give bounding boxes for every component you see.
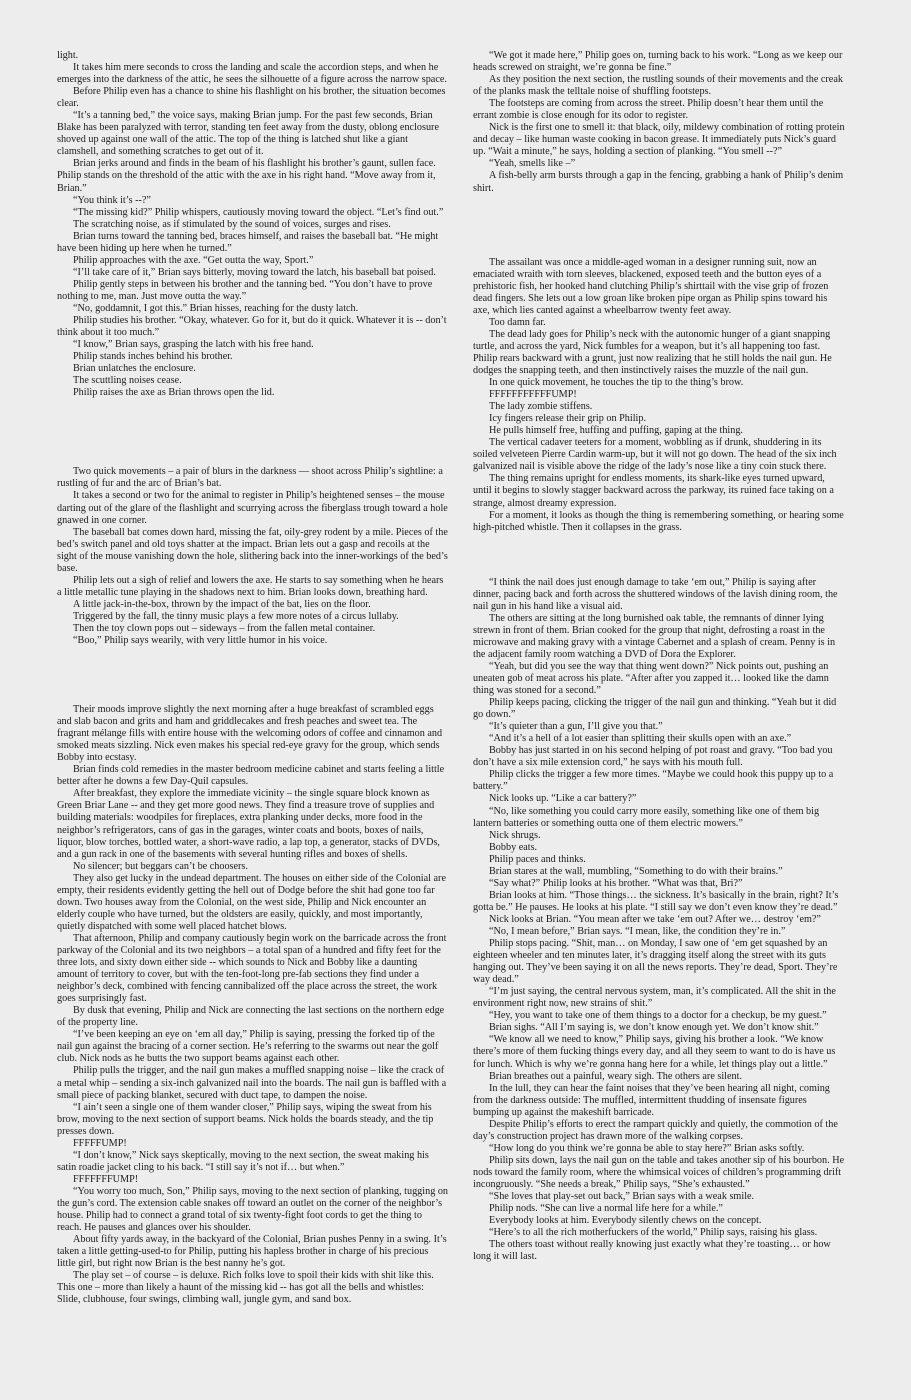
- paragraph: Icy fingers release their grip on Philip.: [489, 413, 647, 425]
- paragraph: The scratching noise, as if stimulated by the sound of voices, surges and rises.: [73, 218, 391, 230]
- paragraph: Philip paces and thinks.: [489, 853, 586, 865]
- paragraph: About fifty yards away, in the backyard of the Colonial, Brian pushes Penny in a swing. It’s taken a little getting-used-to for Philip, putting his hapless brother in charge of his precious little girl, but right now Brian is the best nanny he’s got.: [57, 1234, 447, 1270]
- paragraph: The thing remains upright for endless moments, its shark-like eyes turned upward, until it begins to slowly stagger backward across the parkway, its ruined face taking on a strange, almost dreamy expression.: [473, 473, 834, 509]
- paragraph: “I’ve been keeping an eye on ‘em all day,” Philip is saying, pressing the forked tip of the nail gun against the bracing of a corner section. He’s referring to the swarms out near the golf club. Nick nods as he butts the two support beams against each other.: [57, 1029, 439, 1065]
- paragraph: Nick is the first one to smell it: that black, oily, mildewy combination of rotting protein and decay – like human waste cooking in bacon grease. It immediately puts Nick’s guard up. “Wait a minute,” he says, holding a section of planking. “You smell --?”: [473, 122, 845, 158]
- paragraph: “Yeah, but did you see the way that thing went down?” Nick points out, pushing an uneaten gob of meat across his plate. “After after you zapped it… looked like the damn thing was stoned for a second.”: [473, 660, 829, 697]
- paragraph: “No, like something you could carry more easily, something like one of them big lantern batteries or something outta one of them electric mowers.”: [473, 805, 820, 829]
- paragraph: The assailant was once a middle-aged woman in a designer running suit, now an emaciated wraith with torn sleeves, blackened, exposed teeth and the button eyes of a prehistoric fish, her hooked hand clutching Philip’s shirttail with the vise grip of frozen dead fingers. She lets out a low groan like broken pipe organ as Philip spins toward his axe, which lies canted against a wheelbarrow twenty feet away.: [473, 256, 829, 316]
- paragraph: Philip approaches with the axe. “Get outta the way, Sport.”: [73, 254, 314, 266]
- paragraph: Philip keeps pacing, clicking the trigger of the nail gun and thinking. “Yeah but it did go down.”: [473, 697, 837, 721]
- paragraph: Philip pulls the trigger, and the nail gun makes a muffled snapping noise – like the crack of a metal whip – sending a six-inch galvanized nail into the boards. The nail gun is baffled with a small piece of packing blanket, secured with duct tape, to dampen the noise.: [57, 1065, 447, 1101]
- paragraph: “No, I mean before,” Brian says. “I mean, like, the condition they’re in.”: [489, 926, 786, 937]
- paragraph: The vertical cadaver teeters for a moment, wobbling as if drunk, shuddering in its soiled velveteen Pierre Cardin warm-up, but it will not go down. The head of the six inch galvanized nail is visible above the ridge of the lady’s nose like a tiny coin stuck there.: [473, 437, 837, 473]
- paragraph: Brian turns toward the tanning bed, braces himself, and raises the baseball bat. “He might have been hiding up here when he turned.”: [57, 230, 439, 254]
- left-column: [57, 50, 449, 1306]
- paragraph: Too damn far.: [489, 316, 546, 328]
- paragraph: Philip raises the axe as Brian throws open the lid.: [73, 387, 275, 399]
- paragraph: “Yeah, smells like –”: [489, 158, 576, 170]
- paragraph: “No, goddamnit, I got this.” Brian hisses, reaching for the dusty latch.: [73, 302, 359, 314]
- paragraph: The others toast without really knowing just exactly what they’re toasting… or how long it will last.: [473, 1239, 831, 1263]
- paragraph: No silencer; but beggars can’t be choosers.: [73, 860, 248, 872]
- paragraph: “She loves that play-set out back,” Brian says with a weak smile.: [489, 1191, 755, 1203]
- paragraph: Brian breathes out a painful, weary sigh. The others are silent.: [489, 1070, 743, 1082]
- paragraph: Nick looks up. “Like a car battery?”: [489, 793, 637, 805]
- right-section-1: [473, 50, 845, 195]
- paragraph: He pulls himself free, huffing and puffing, gaping at the thing.: [489, 425, 743, 437]
- paragraph: “We know all we need to know,” Philip says, giving his brother a look. “We know there’s more of them fucking things every day, and all they seem to want to do is have us for lunch. Which is why we’re gonna hang here for a while, let things play out a little.”: [473, 1034, 836, 1070]
- paragraph: After breakfast, they explore the immediate vicinity – the single square block known as Green Briar Lane -- and they get more good news. They find a treasure trove of supplies and building materials: woodpiles for fireplaces, extra planking under decks, more food in the neighbor’s refrigerators, cans of gas in the garages, winter coats and boots, boxes of nails, liquor, blow torches, bottled water, a short-wave radio, a lap top, a generator, stacks of DVDs, and a gun rack in one of the basements with several hunting rifles and boxes of shells.: [57, 788, 440, 860]
- right-section-3: [473, 577, 845, 1264]
- right-column: [473, 50, 845, 1263]
- paragraph: FFFFFFFFFFFUMP!: [489, 389, 577, 401]
- paragraph: “Boo,” Philip says wearily, with very little humor in his voice.: [73, 635, 328, 647]
- paragraph: “You worry too much, Son,” Philip says, moving to the next section of planking, tugging on the gun’s cord. The extension cable snakes off toward an outlet on the corner of the neighbor’s house. Philip had to connect a grand total of six twenty-fight foot cords to get the thing to reach. He pauses and glances over his shoulder.: [57, 1185, 449, 1234]
- paragraph: Brian looks at him. “Those things… the sickness. It’s basically in the brain, right? It’s gotta be.” He pauses. He looks at his plate. “I still say we don’t even know they’re dead.”: [473, 889, 839, 913]
- paragraph: For a moment, it looks as though the thing is remembering something, or hearing some high-pitched whistle. Then it collapses in the grass.: [473, 509, 844, 533]
- paragraph: Then the toy clown pops out – sideways – from the fallen metal container.: [73, 622, 376, 634]
- paragraph: It takes a second or two for the animal to register in Philip’s heightened senses – the mouse darting out of the glare of the flashlight and scurrying across the fiberglass trough toward a hole gnawed in one corner.: [57, 490, 448, 526]
- paragraph: light.: [57, 50, 79, 61]
- paragraph: “I’m just saying, the central nervous system, man, it’s complicated. All the shit in the environment right now, new strains of shit.”: [473, 986, 836, 1010]
- paragraph: Brian stares at the wall, mumbling, “Something to do with their brains.”: [489, 865, 783, 877]
- paragraph: “We got it made here,” Philip goes on, turning back to his work. “Long as we keep our heads screwed on straight, we’re gonna be fine.”: [473, 50, 843, 74]
- paragraph: “I think the nail does just enough damage to take ‘em out,” Philip is saying after dinner, pacing back and forth across the shuttered windows of the lavish dining room, the nail gun in his hand like a visual aid.: [473, 576, 838, 612]
- paragraph: “The missing kid?” Philip whispers, cautiously moving toward the object. “Let’s find out.”: [73, 206, 444, 218]
- paragraph: Philip sits down, lays the nail gun on the table and takes another sip of his bourbon. He nods toward the family room, where the whimsical voices of children’s programming drift incongruously. “She needs a break,” Philip says, “She’s exhausted.”: [473, 1154, 845, 1190]
- paragraph: Triggered by the fall, the tinny music plays a few more notes of a circus lullaby.: [73, 610, 399, 622]
- section-break: [57, 399, 449, 466]
- paragraph: Philip stops pacing. “Shit, man… on Monday, I saw one of ‘em get squashed by an eighteen wheeler and ten minutes later, it’s dragging itself along the street with its guts hanging out. They’ve been saying it on all the news reports. They’re dead, Sport. They’re way dead.”: [473, 938, 838, 986]
- paragraph: Philip nods. “She can live a normal life here for a while.”: [489, 1203, 723, 1215]
- left-section-2: [57, 466, 449, 647]
- right-section-2: [473, 257, 845, 534]
- paragraph: “Here’s to all the rich motherfuckers of the world,” Philip says, raising his glass.: [489, 1227, 818, 1239]
- paragraph: Despite Philip’s efforts to erect the rampart quickly and quietly, the commotion of the day’s construction project has drawn more of the walking corpses.: [473, 1118, 838, 1142]
- paragraph: FFFFFFFUMP!: [73, 1173, 139, 1185]
- paragraph: The scuttling noises cease.: [73, 375, 182, 387]
- paragraph: Philip stands inches behind his brother.: [73, 351, 233, 363]
- paragraph: Philip gently steps in between his brother and the tanning bed. “You don’t have to prove nothing to me, man. Just move outta the way.”: [57, 278, 433, 302]
- paragraph: “And it’s a hell of a lot easier than splitting their skulls open with an axe.”: [489, 733, 792, 745]
- paragraph: FFFFFUMP!: [73, 1137, 127, 1149]
- paragraph: By dusk that evening, Philip and Nick are connecting the last sections on the northern edge of the property line.: [57, 1005, 445, 1029]
- paragraph: Their moods improve slightly the next morning after a huge breakfast of scrambled eggs and slab bacon and grits and ham and griddlecakes and fresh peaches and sweet tea. The fragrant mélange fills with entire house with the welcoming odors of coffee and cinnamon and smoked meats sizzling. Nick even makes his special red-eye gravy for the group, which sends Bobby into ecstasy.: [57, 704, 443, 764]
- paragraph: Brian finds cold remedies in the master bedroom medicine cabinet and starts feeling a little better after he downs a few Day-Quil capsules.: [57, 764, 445, 788]
- paragraph: “It’s a tanning bed,” the voice says, making Brian jump. For the past few seconds, Brian Blake has been paralyzed with terror, standing ten feet away from the dusty, oblong enclosure shoved up against one wall of the attic. The top of the thing is latched shut like a giant clamshell, and something scratches to get out of it.: [57, 110, 439, 158]
- section-break: [473, 534, 845, 577]
- left-section-3: [57, 704, 449, 1306]
- paragraph: A fish-belly arm bursts through a gap in the fencing, grabbing a hank of Philip’s denim shirt.: [473, 170, 844, 194]
- paragraph: Philip studies his brother. “Okay, whatever. Go for it, but do it quick. Whatever it is -- don’t think about it too much.”: [57, 315, 447, 339]
- paragraph: “I ain’t seen a single one of them wander closer,” Philip says, wiping the sweat from his brow, moving to the next section of support beams. Nick holds the boards steady, and the tip presses down.: [57, 1101, 434, 1137]
- paragraph: The play set – of course – is deluxe. Rich folks love to spoil their kids with shit like this. This one – more than likely a haunt of the missing kid -- has got all the bells and whistles: Slide, clubhouse, four swings, climbing wall, jungle gym, and sand box.: [57, 1270, 434, 1306]
- section-break: [57, 647, 449, 704]
- paragraph: That afternoon, Philip and company cautiously begin work on the barricade across the front parkway of the Colonial and its two neighbors – a total span of a hundred and fifty feet for the three lots, and sixty down either side -- which sounds to Nick and Bobby like a daunting amount of territory to cover, but with the ten-foot-long pre-fab sections they find under a neighbor’s deck, combined with fencing cannibalized off the place across the street, the work goes surprisingly fast.: [57, 932, 447, 1005]
- paragraph: “How long do you think we’re gonna be able to stay here?” Brian asks softly.: [489, 1142, 805, 1154]
- paragraph: Nick shrugs.: [489, 829, 541, 841]
- paragraph: “It’s quieter than a gun, I’ll give you that.”: [489, 721, 663, 733]
- paragraph: “I don’t know,” Nick says skeptically, moving to the next section, the sweat making his satin roadie jacket cling to his back. “I still say it’s not if… but when.”: [57, 1149, 429, 1173]
- paragraph: Everybody looks at him. Everybody silently chews on the concept.: [489, 1215, 762, 1227]
- paragraph: They also get lucky in the undead department. The houses on either side of the Colonial are empty, their residents evidently getting the hell out of Dodge before the shit had gone too far down. Two houses away from the Colonial, on the west side, Philip and Nick encounter an elderly couple who have turned, but the oldsters are easily, quickly, and most importantly, quietly dispatched with some well placed hatchet blows.: [57, 872, 446, 932]
- paragraph: Bobby eats.: [489, 841, 538, 853]
- paragraph: “Hey, you want to take one of them things to a doctor for a checkup, be my guest.”: [489, 1010, 827, 1022]
- paragraph: The dead lady goes for Philip’s neck with the autonomic hunger of a giant snapping turtle, and across the yard, Nick fumbles for a weapon, but it’s all happening too fast. Philip rears backward with a grunt, just now realizing that he still holds the nail gun. He dodges the snapping teeth, and then instinctively raises the muzzle of the nail gun.: [473, 328, 832, 376]
- paragraph: A little jack-in-the-box, thrown by the impact of the bat, lies on the floor.: [73, 598, 371, 610]
- paragraph: “You think it’s --?”: [73, 194, 151, 206]
- paragraph: Before Philip even has a chance to shine his flashlight on his brother, the situation becomes clear.: [57, 86, 446, 110]
- paragraph: Brian unlatches the enclosure.: [73, 363, 196, 375]
- paragraph: Philip lets out a sigh of relief and lowers the axe. He starts to say something when he hears a little metallic tune playing in the shadows next to him. Brian looks down, breathing hard.: [57, 574, 444, 598]
- paragraph: “Say what?” Philip looks at his brother. “What was that, Bri?”: [489, 877, 743, 889]
- paragraph: Nick looks at Brian. “You mean after we take ‘em out? After we… destroy ‘em?”: [489, 913, 821, 925]
- paragraph: It takes him mere seconds to cross the landing and scale the accordion steps, and when he emerges into the darkness of the attic, he sees the silhouette of a figure across the narrow space.: [57, 62, 447, 86]
- paragraph: “I know,” Brian says, grasping the latch with his free hand.: [73, 339, 314, 351]
- paragraph: As they position the next section, the rustling sounds of their movements and the creak of the planks mask the telltale noise of shuffling footsteps.: [473, 74, 843, 98]
- paragraph: Philip clicks the trigger a few more times. “Maybe we could hook this puppy up to a battery.”: [473, 769, 834, 793]
- paragraph: The footsteps are coming from across the street. Philip doesn’t hear them until the errant zombie is close enough for its odor to register.: [473, 98, 824, 122]
- paragraph: Brian sighs. “All I’m saying is, we don’t know enough yet. We don’t know shit.”: [489, 1022, 819, 1034]
- paragraph: In the lull, they can hear the faint noises that they’ve been hearing all night, coming from the darkness outside: The muffled, intermittent thudding of insensate figures bumping up against the makeshift barricade.: [473, 1082, 830, 1118]
- section-break: [473, 195, 845, 257]
- paragraph: Bobby has just started in on his second helping of pot roast and gravy. “Too bad you don’t have a six mile extension cord,” he says with his mouth full.: [473, 745, 833, 769]
- paragraph: “I’ll take care of it,” Brian says bitterly, moving toward the latch, his baseball bat poised.: [73, 266, 436, 278]
- paragraph: Brian jerks around and finds in the beam of his flashlight his brother’s gaunt, sullen face. Philip stands on the threshold of the attic with the axe in his right hand. “Move away from it, Brian.”: [57, 158, 436, 194]
- left-section-1: [57, 50, 449, 399]
- paragraph: The baseball bat comes down hard, missing the fat, oily-grey rodent by a mile. Pieces of the bed’s switch panel and old toys shatter at the impact. Brian lets out a gasp and recoils at the sight of the mouse vanishing down the hole, slithering back into the inner-workings of the bed’s base.: [57, 526, 448, 574]
- paragraph: Two quick movements – a pair of blurs in the darkness — shoot across Philip’s sightline: a rustling of fur and the arc of Brian’s bat.: [57, 466, 443, 490]
- paragraph: The others are sitting at the long burnished oak table, the remnants of dinner lying strewn in front of them. Brian cooked for the group that night, defrosting a roast in the microwave and making gravy with a vintage Cabernet and a splash of cream. Penny is in the adjacent family room watching a DVD of Dora the Explorer.: [473, 612, 836, 660]
- paragraph: In one quick movement, he touches the tip to the thing’s brow.: [489, 377, 744, 389]
- paragraph: The lady zombie stiffens.: [489, 401, 593, 413]
